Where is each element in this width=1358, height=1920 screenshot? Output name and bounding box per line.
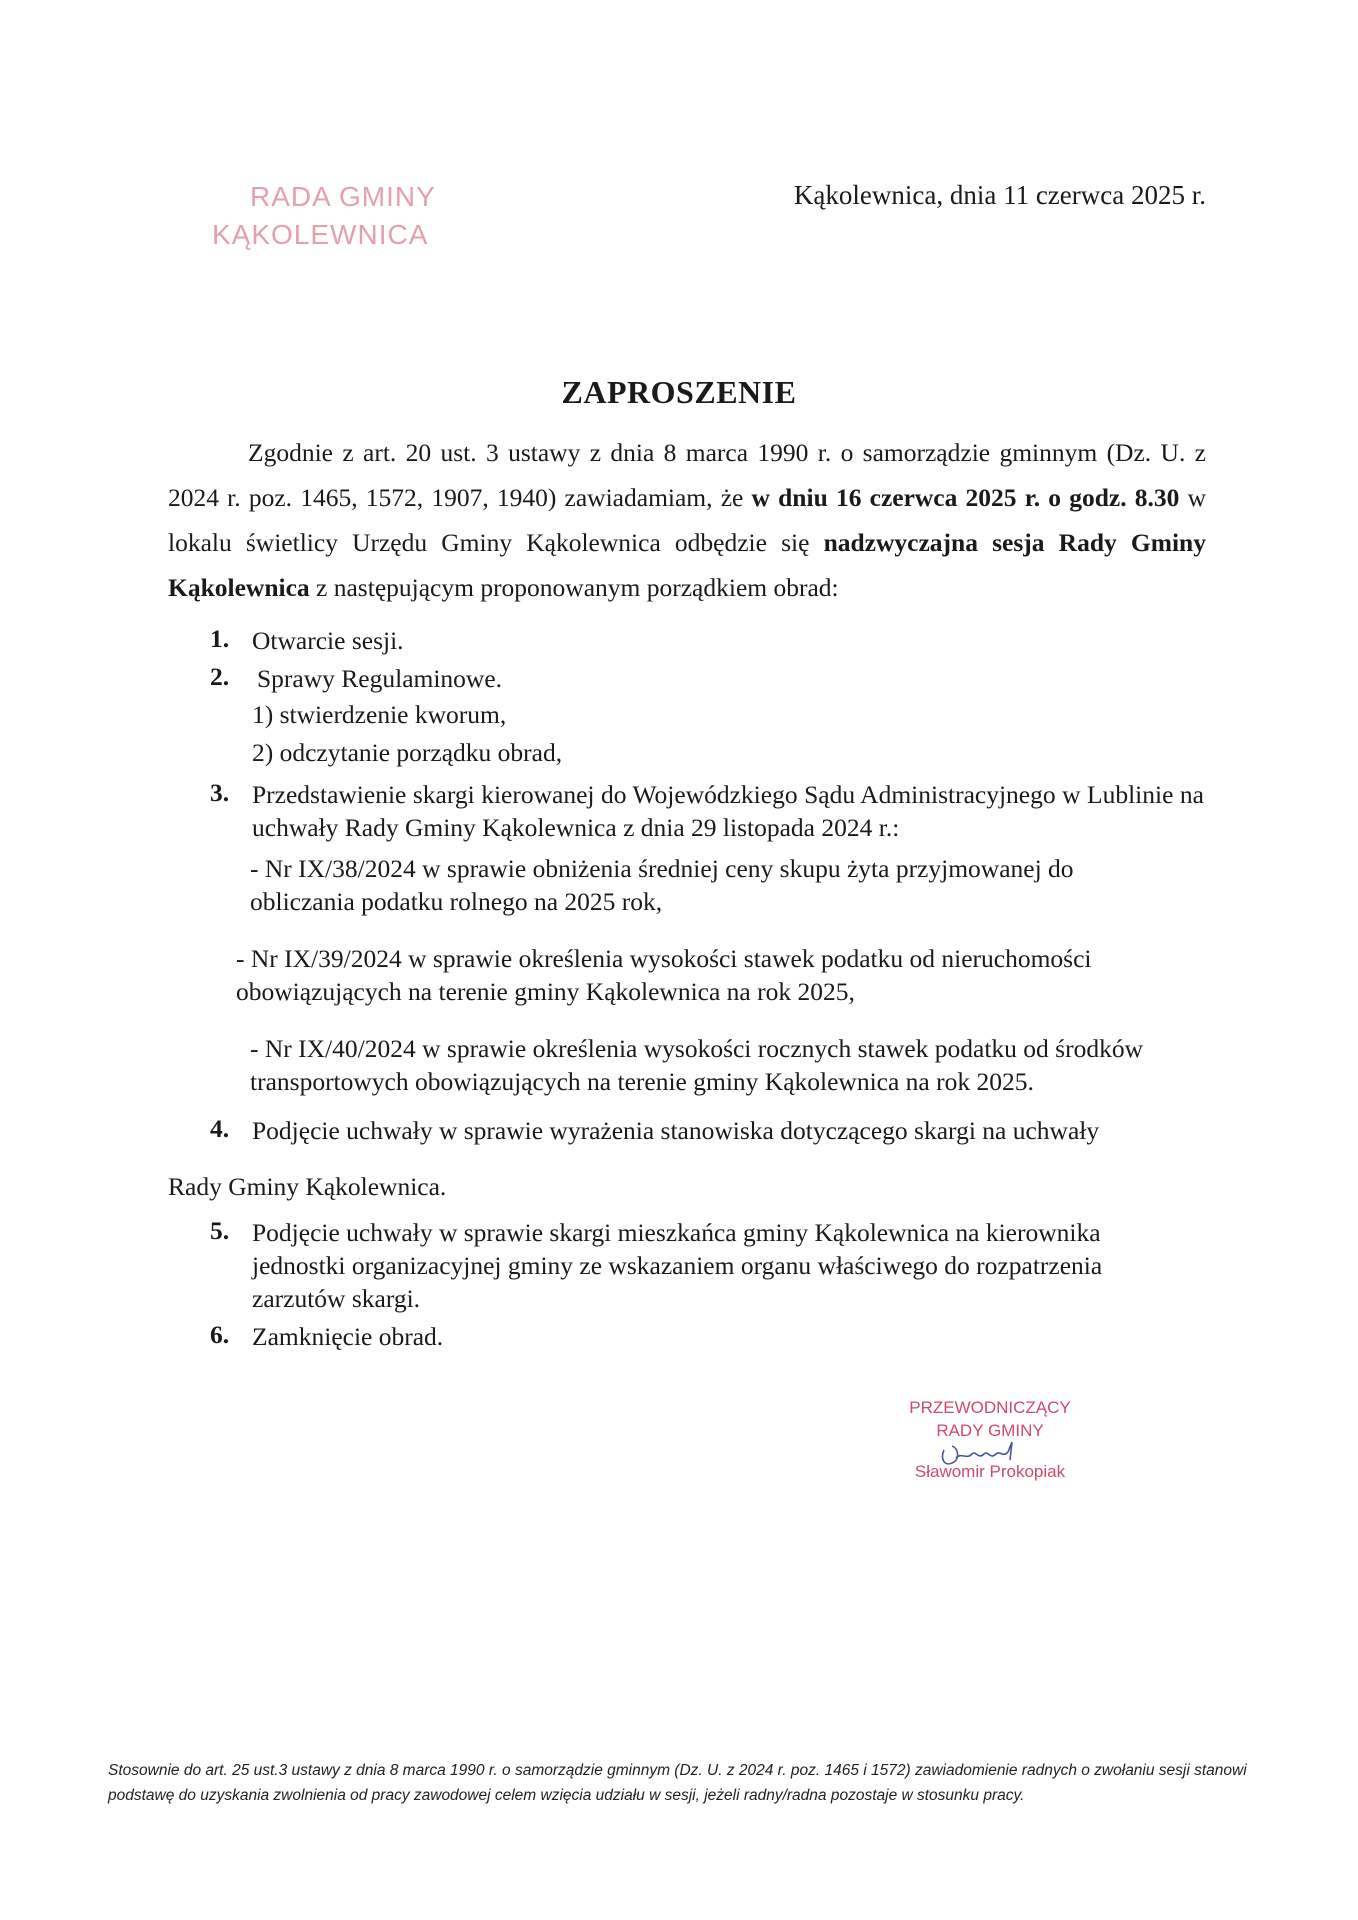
signature-council: RADY GMINY — [936, 1421, 1044, 1440]
intro-part-3: z następującym proponowanym porządkiem obrad: — [309, 573, 839, 602]
intro-session-bold: nadzwyczajna sesja Rady Gminy Kąkolewnica — [168, 528, 1206, 602]
agenda-text-3: Przedstawienie skargi kierowanej do Wojewódzkiego Sądu Administracyjnego w Lublinie na uchwały Rady Gminy Kąkolewnica z dnia 29 listopada 2024 r.: — [252, 780, 1204, 842]
signature-name: Sławomir Prokopiak — [914, 1462, 1066, 1481]
agenda-num-1: 1. — [210, 624, 230, 653]
resolution-ix-40: - Nr IX/40/2024 w sprawie określenia wysokości rocznych stawek podatku od środków transportowych obowiązujących na terenie gminy Kąkolewnica na rok 2025. — [250, 1034, 1144, 1096]
stamp-line-2: KĄKOLEWNICA — [212, 219, 429, 250]
council-stamp — [212, 178, 436, 254]
agenda-num-6: 6. — [210, 1320, 230, 1349]
intro-text — [168, 430, 1206, 610]
footer-note: Stosownie do art. 25 ust.3 ustawy z dnia 8 marca 1990 r. o samorządzie gminnym (Dz. U. z 2024 r. poz. 1465 i 1572) zawiadomienie radnych o zwołaniu sesji stanowi podstawę do uzyskania zwolnienia od pracy zawodowej celem wzięcia udziału w sesji, jeżeli radny/radna pozostaje w stosunku pracy. — [108, 1762, 1247, 1804]
agenda-text-2: Sprawy Regulaminowe. — [257, 664, 503, 693]
agenda-num-5: 5. — [210, 1216, 230, 1245]
agenda-text-5: Podjęcie uchwały w sprawie skargi mieszkańca gminy Kąkolewnica na kierownika jednostki organizacyjnej gminy ze wskazaniem organu właściwego do rozpatrzenia zarzutów skargi. — [252, 1218, 1103, 1313]
intro-part-2: w lokalu świetlicy Urzędu Gminy Kąkolewnica odbędzie się — [168, 483, 1207, 557]
chairman-signature-block — [900, 1396, 1080, 1483]
signature-title: PRZEWODNICZĄCY — [909, 1398, 1071, 1417]
date-line: Kąkolewnica, dnia 11 czerwca 2025 r. — [793, 180, 1206, 210]
agenda-num-2: 2. — [210, 662, 230, 691]
resolution-ix-39: - Nr IX/39/2024 w sprawie określenia wysokości stawek podatku od nieruchomości obowiązujących na terenie gminy Kąkolewnica na rok 2025, — [236, 944, 1092, 1006]
agenda-text-1: Otwarcie sesji. — [252, 626, 404, 655]
agenda-text-6: Zamknięcie obrad. — [252, 1322, 444, 1351]
stamp-line-1: RADA GMINY — [250, 181, 436, 212]
agenda-sub-2-1: 1) stwierdzenie kworum, — [252, 700, 507, 729]
agenda-num-4: 4. — [210, 1114, 230, 1143]
handwritten-signature — [938, 1436, 1028, 1470]
intro-paragraph — [168, 430, 1206, 610]
resolution-ix-38: - Nr IX/38/2024 w sprawie obniżenia średniej ceny skupu żyta przyjmowanej do obliczania podatku rolnego na 2025 rok, — [250, 854, 1074, 916]
agenda-num-3: 3. — [210, 778, 230, 807]
document-title: ZAPROSZENIE — [561, 374, 797, 410]
intro-date-bold: w dniu 16 czerwca 2025 r. o godz. 8.30 — [751, 483, 1180, 512]
agenda-text-4-cont: Rady Gminy Kąkolewnica. — [168, 1172, 447, 1201]
intro-part-1: Zgodnie z art. 20 ust. 3 ustawy z dnia 8 marca 1990 r. o samorządzie gminnym (Dz. U. z 2024 r. poz. 1465, 1572, 1907, 1940) zawiadamiam, że — [168, 438, 1206, 512]
agenda-text-4: Podjęcie uchwały w sprawie wyrażenia stanowiska dotyczącego skargi na uchwały — [252, 1116, 1100, 1145]
agenda-sub-2-2: 2) odczytanie porządku obrad, — [252, 738, 563, 767]
